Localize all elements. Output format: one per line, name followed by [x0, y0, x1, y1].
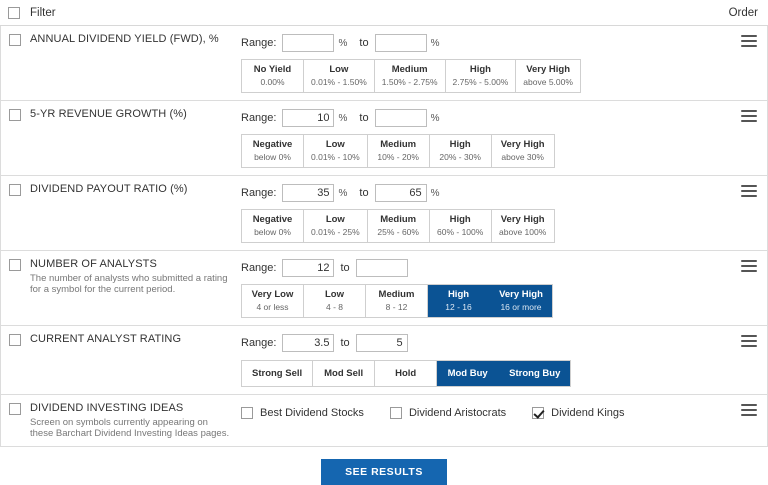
bucket-name: Very High [500, 214, 545, 225]
filter-controls [241, 33, 757, 93]
range-line [241, 33, 757, 53]
rating-option-selected[interactable]: Mod Buy [437, 361, 499, 386]
bucket-name: High [469, 64, 491, 75]
bucket-range: 60% - 100% [437, 227, 484, 237]
bucket-option[interactable] [375, 60, 446, 92]
bucket-range: 4 - 8 [325, 302, 343, 312]
filter-checkbox-current-analyst-rating[interactable] [9, 334, 21, 346]
bucket-option[interactable] [304, 285, 366, 317]
bucket-option[interactable] [304, 60, 375, 92]
filter-checkbox-number-of-analysts[interactable] [9, 259, 21, 271]
bucket-option[interactable] [446, 60, 517, 92]
bucket-range: 10% - 20% [377, 152, 419, 162]
filter-title: DIVIDEND INVESTING IDEAS [30, 402, 184, 414]
filter-checkbox-annual-dividend-yield[interactable] [9, 34, 21, 46]
bucket-option[interactable] [366, 285, 428, 317]
bucket-range: 0.01% - 25% [311, 227, 360, 237]
bucket-option-selected[interactable] [490, 285, 552, 317]
percent-symbol-from: % [338, 37, 348, 49]
see-results-button[interactable]: SEE RESULTS [321, 459, 447, 485]
filter-row-number-of-analysts [0, 251, 768, 326]
rating-option-group [241, 360, 571, 387]
range-line [241, 258, 757, 278]
bucket-range: 2.75% - 5.00% [452, 77, 509, 87]
range-from-input[interactable] [282, 334, 334, 352]
range-label: Range: [241, 337, 277, 349]
filter-row-label-group [9, 333, 241, 346]
drag-handle-icon[interactable] [741, 35, 757, 47]
filter-title: NUMBER OF ANALYSTS [30, 258, 157, 270]
bucket-name: Low [325, 139, 345, 150]
idea-checkbox[interactable] [390, 407, 402, 419]
bucket-range: 0.01% - 10% [311, 152, 360, 162]
filter-column-header: Filter [30, 6, 56, 19]
bucket-name: Negative [252, 139, 293, 150]
range-from-input[interactable] [282, 34, 334, 52]
percent-symbol-from: % [338, 112, 348, 124]
range-line [241, 333, 757, 353]
range-to-input[interactable] [356, 334, 408, 352]
filter-row-current-analyst-rating [0, 326, 768, 395]
bucket-option[interactable] [242, 60, 304, 92]
range-to-input[interactable] [375, 109, 427, 127]
filter-checkbox-dividend-payout-ratio[interactable] [9, 184, 21, 196]
percent-symbol-to: % [430, 187, 440, 199]
range-to-input[interactable] [356, 259, 408, 277]
filter-controls [241, 183, 757, 243]
filter-row-label-group [9, 33, 241, 46]
bucket-option[interactable] [242, 210, 304, 242]
bucket-option[interactable] [368, 210, 430, 242]
bucket-name: High [449, 139, 471, 150]
bucket-group [241, 59, 581, 93]
bucket-option[interactable] [492, 135, 554, 167]
bucket-range: below 0% [254, 152, 291, 162]
filter-controls [241, 402, 757, 424]
idea-label: Dividend Aristocrats [408, 407, 507, 419]
bucket-range: below 0% [254, 227, 291, 237]
drag-handle-icon[interactable] [741, 404, 757, 416]
idea-option-dividend-aristocrats[interactable] [390, 407, 506, 419]
idea-option-best-dividend-stocks[interactable] [241, 407, 364, 419]
bucket-range: 0.01% - 1.50% [311, 77, 367, 87]
filter-row-label-group [9, 258, 241, 295]
bucket-name: Very High [499, 289, 543, 300]
filter-row-label-group [9, 108, 241, 121]
range-from-input[interactable] [282, 184, 334, 202]
bucket-name: Very High [500, 139, 545, 150]
bucket-group [241, 209, 555, 243]
bucket-option[interactable] [430, 210, 492, 242]
filter-description: Screen on symbols currently appearing on these Barchart Dividend Investing Ideas pages. [30, 417, 230, 439]
range-label: Range: [241, 262, 277, 274]
filter-controls [241, 333, 757, 387]
range-to-label: to [340, 262, 350, 274]
bucket-name: Very Low [251, 289, 294, 300]
rating-option[interactable]: Hold [375, 361, 437, 386]
idea-option-dividend-kings[interactable] [532, 407, 624, 419]
drag-handle-icon[interactable] [741, 185, 757, 197]
range-from-input[interactable] [282, 109, 334, 127]
bucket-range: 20% - 30% [439, 152, 481, 162]
range-label: Range: [241, 112, 277, 124]
range-to-label: to [359, 37, 369, 49]
filter-controls [241, 258, 757, 318]
range-to-input[interactable] [375, 34, 427, 52]
filter-title: 5-YR REVENUE GROWTH (%) [30, 108, 187, 120]
bucket-name: Low [329, 64, 349, 75]
bucket-group [241, 134, 555, 168]
bucket-option[interactable] [430, 135, 492, 167]
order-column-header: Order [728, 6, 758, 19]
filter-row-label-group [9, 402, 241, 439]
rating-option[interactable]: Strong Sell [242, 361, 313, 386]
filter-controls [241, 108, 757, 168]
drag-handle-icon[interactable] [741, 260, 757, 272]
range-to-label: to [359, 187, 369, 199]
bucket-option[interactable] [304, 210, 368, 242]
idea-label: Dividend Kings [551, 407, 625, 419]
percent-symbol-from: % [338, 187, 348, 199]
range-line [241, 183, 757, 203]
dividend-ideas-options [241, 402, 757, 424]
range-to-input[interactable] [375, 184, 427, 202]
filter-row-dividend-payout-ratio [0, 176, 768, 251]
bucket-name: Medium [380, 139, 417, 150]
bucket-name: Medium [380, 214, 417, 225]
filter-row-annual-dividend-yield [0, 26, 768, 101]
bucket-name: Low [325, 214, 345, 225]
idea-checkbox[interactable] [241, 407, 253, 419]
bucket-option[interactable] [492, 210, 554, 242]
bucket-name: Low [325, 289, 344, 300]
filter-row-label-group [9, 183, 241, 196]
filter-checkbox-revenue-growth[interactable] [9, 109, 21, 121]
range-to-label: to [340, 337, 350, 349]
bucket-range: above 30% [501, 152, 544, 162]
bucket-name: No Yield [253, 64, 292, 75]
bucket-name: Medium [391, 64, 428, 75]
bucket-name: Negative [252, 214, 293, 225]
drag-handle-icon[interactable] [741, 110, 757, 122]
bucket-name: High [447, 289, 470, 300]
filter-title: CURRENT ANALYST RATING [30, 333, 182, 345]
drag-handle-icon[interactable] [741, 335, 757, 347]
filter-table-header [0, 0, 768, 26]
filter-title: ANNUAL DIVIDEND YIELD (FWD), % [30, 33, 219, 45]
bucket-option[interactable] [242, 135, 304, 167]
bucket-range: 8 - 12 [385, 302, 408, 312]
select-all-checkbox[interactable] [8, 7, 20, 19]
bucket-range: 16 or more [500, 302, 542, 312]
idea-label: Best Dividend Stocks [260, 407, 364, 419]
idea-checkbox-checked[interactable] [532, 407, 544, 419]
bucket-range: 25% - 60% [377, 227, 419, 237]
bucket-option[interactable] [304, 135, 368, 167]
filter-row-revenue-growth [0, 101, 768, 176]
footer [0, 447, 768, 485]
rating-option-selected[interactable]: Strong Buy [499, 361, 570, 386]
bucket-option[interactable] [368, 135, 430, 167]
filter-description: The number of analysts who submitted a rating for a symbol for the current period. [30, 273, 228, 295]
bucket-option[interactable] [242, 285, 304, 317]
bucket-name: High [449, 214, 471, 225]
filter-title: DIVIDEND PAYOUT RATIO (%) [30, 183, 188, 195]
bucket-range: 12 - 16 [445, 302, 472, 312]
range-line [241, 108, 757, 128]
percent-symbol-to: % [430, 112, 440, 124]
filter-checkbox-dividend-investing-ideas[interactable] [9, 403, 21, 415]
range-to-label: to [359, 112, 369, 124]
bucket-group [241, 284, 553, 318]
filter-row-dividend-investing-ideas [0, 395, 768, 447]
range-label: Range: [241, 187, 277, 199]
bucket-range: 1.50% - 2.75% [381, 77, 438, 87]
bucket-range: above 5.00% [523, 77, 573, 87]
bucket-range: 4 or less [256, 302, 289, 312]
bucket-option[interactable] [516, 60, 580, 92]
bucket-range: 0.00% [260, 77, 285, 87]
percent-symbol-to: % [430, 37, 440, 49]
bucket-name: Medium [378, 289, 415, 300]
bucket-name: Very High [526, 64, 571, 75]
rating-option[interactable]: Mod Sell [313, 361, 375, 386]
bucket-option-selected[interactable] [428, 285, 490, 317]
range-label: Range: [241, 37, 277, 49]
bucket-range: above 100% [499, 227, 547, 237]
range-from-input[interactable] [282, 259, 334, 277]
